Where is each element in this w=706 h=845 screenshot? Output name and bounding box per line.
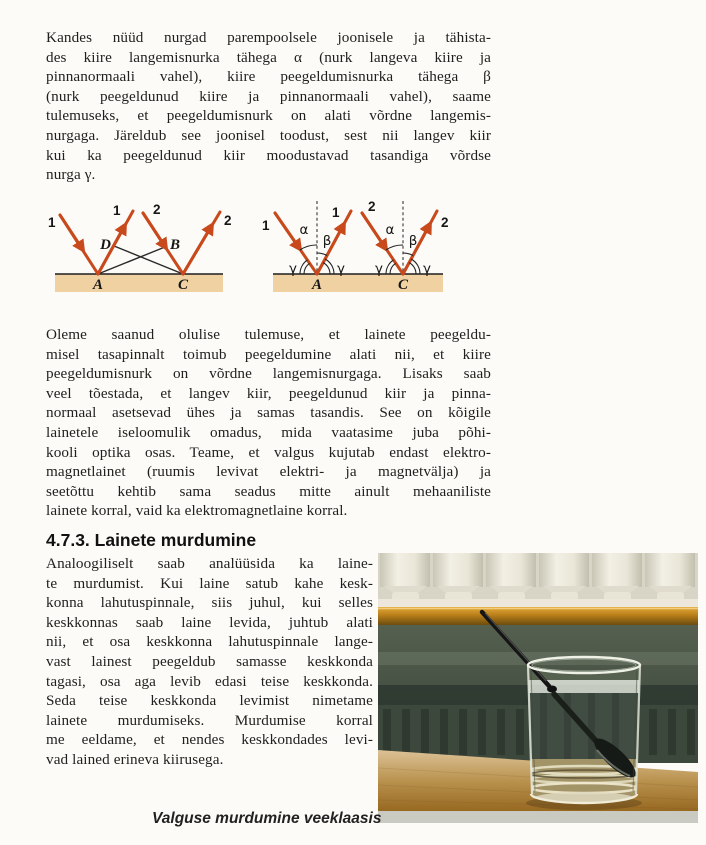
surface bbox=[273, 274, 443, 292]
text-line: kooli optika osas. Teame, et valgus kujutab endast elektro- bbox=[46, 443, 491, 461]
text-line: nurgaga. Järeldub see joonisel toodust, sest nii langev kiir bbox=[46, 126, 491, 144]
paragraph-reflection-result bbox=[46, 325, 491, 521]
label-beta-a: β bbox=[322, 233, 332, 249]
label-point-c: C bbox=[177, 277, 189, 293]
label-point-c: C bbox=[397, 277, 409, 293]
label-ray2-incident: 2 bbox=[153, 202, 161, 217]
text-line: keskkonnas saab laine levida, juhtub alati bbox=[46, 613, 373, 631]
paragraph-reflection-intro bbox=[46, 28, 491, 185]
text-line: me eeldame, et nendes keskkondades levi- bbox=[46, 731, 373, 749]
text-line: Analoogiliselt saab analüüsida ka laine- bbox=[46, 555, 373, 572]
text-line: veel tõestada, et langev kiir, peegeldunud kiir ja pinna- bbox=[46, 384, 491, 402]
diagram-reflection-rays bbox=[45, 197, 283, 303]
text-line: tagasi, osa aga levib edasi teise keskkonda. bbox=[46, 672, 373, 690]
text-line: Kandes nüüd nurgad parempoolsele joonisele ja tähista- bbox=[46, 29, 491, 46]
text-line: tulemuseks, et peegeldumisnurk on alati võrdne langemis- bbox=[46, 107, 491, 125]
text-line: lainetele iseloomulik omadus, mida vaatasime juba põhi- bbox=[46, 423, 491, 441]
text-line: nurga γ. bbox=[46, 166, 96, 184]
text-line: pinnanormaali vahel), kiire peegeldumisnurka tähega β bbox=[46, 68, 491, 86]
label-alpha-a: α bbox=[299, 222, 309, 238]
text-line: (nurk peegeldunud kiire ja pinnanormaali vahel), saame bbox=[46, 87, 491, 105]
label-point-a: A bbox=[311, 277, 323, 293]
section-heading: 4.7.3. Lainete murdumine bbox=[46, 530, 257, 550]
label-ray2-reflected: 2 bbox=[224, 213, 232, 228]
label-alpha-c: α bbox=[385, 222, 395, 238]
text-line: vast lainest peegeldub samasse keskkonda bbox=[46, 652, 373, 670]
label-ray1-reflected: 1 bbox=[332, 205, 340, 220]
text-line: lainete korral, vaid ka elektromagnetlaine korral. bbox=[46, 502, 348, 520]
text-line: lainete murdumiseks. Murdumise korral bbox=[46, 711, 373, 729]
diagram-reflection-angles bbox=[256, 197, 496, 303]
text-line: misel tasapinnalt toimub peegeldumine alati nii, et kiire bbox=[46, 345, 491, 363]
photo-caption: Valguse murdumine veeklaasis bbox=[152, 810, 382, 827]
text-line: vad lained erineva kiirusega. bbox=[46, 750, 224, 768]
photo-bottom-strip bbox=[378, 811, 698, 823]
text-line: kui ka peegeldunud kiir moodustavad tasandiga võrdse bbox=[46, 146, 491, 164]
label-point-b: B bbox=[170, 237, 181, 253]
text-line: Seda teise keskkonda levimist nimetame bbox=[46, 692, 373, 710]
text-line: Oleme saanud olulise tulemuse, et lainete peegeldu- bbox=[46, 326, 491, 343]
text-line: magnetlainet (ruumis levivat elektri- ja magnetvälja) ja bbox=[46, 463, 491, 481]
label-ray2-incident: 2 bbox=[368, 199, 376, 214]
label-point-d: D bbox=[100, 237, 111, 253]
photo-light-refraction-glass bbox=[378, 553, 698, 823]
label-gamma-c-right: γ bbox=[423, 261, 431, 277]
paragraph-refraction bbox=[46, 554, 373, 770]
text-line: des kiire langemisnurka tähega α (nurk langeva kiire ja bbox=[46, 48, 491, 66]
text-line: nii, et osa keskkonna lahutuspinnale lange- bbox=[46, 633, 373, 651]
label-ray1-incident: 1 bbox=[48, 215, 56, 230]
label-gamma-c-left: γ bbox=[375, 261, 383, 277]
label-ray1-reflected: 1 bbox=[113, 203, 121, 218]
text-line: normaal asetsevad ühes ja samas tasandis. See on kõigile bbox=[46, 404, 491, 422]
label-ray1-incident: 1 bbox=[262, 218, 270, 233]
label-gamma-a-right: γ bbox=[337, 261, 345, 277]
label-point-a: A bbox=[92, 277, 104, 293]
text-line: konna lahutuspinnale, siis juhul, kui selles bbox=[46, 594, 373, 612]
label-ray2-reflected: 2 bbox=[441, 215, 449, 230]
text-line: peegeldumisnurk on võrdne langemisnurgaga. Lisaks saab bbox=[46, 365, 491, 383]
rays bbox=[60, 211, 220, 274]
surface bbox=[55, 274, 223, 292]
label-beta-c: β bbox=[408, 233, 418, 249]
text-line: seetõttu kehtib sama seadus mitte ainult mehaaniliste bbox=[46, 482, 491, 500]
text-line: te murdumist. Kui laine satub kahe kesk- bbox=[46, 574, 373, 592]
shelf-edge bbox=[378, 599, 698, 625]
label-gamma-a-left: γ bbox=[289, 261, 297, 277]
